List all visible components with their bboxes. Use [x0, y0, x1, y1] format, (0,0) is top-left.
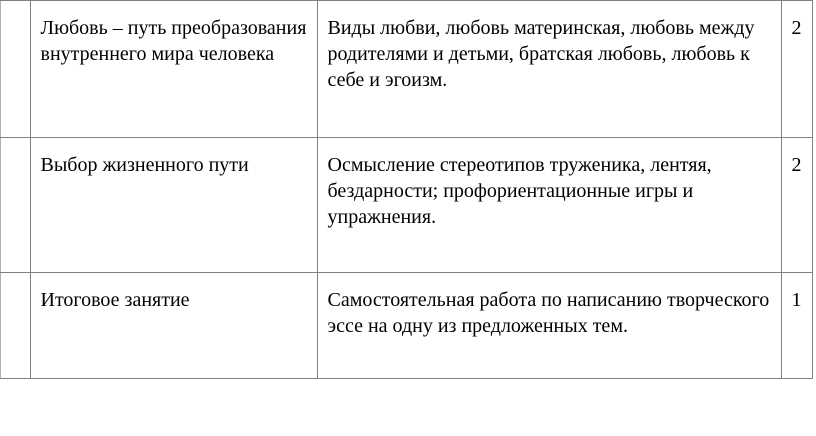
topic-cell [30, 1, 317, 138]
topic-text: Выбор жизненного пути [40, 154, 249, 176]
number-text [0, 1, 30, 15]
table-row [0, 273, 812, 379]
content-cell [317, 273, 781, 379]
table-row [0, 138, 812, 273]
content-text: Виды любви, любовь материнская, любовь между родителями и детьми, братская любовь, любовь к себе и эгоизм. [327, 17, 755, 91]
content-text: Осмысление стереотипов труженика, лентяя, бездарности; профориентационные игры и упражнения. [327, 154, 712, 228]
content-cell [317, 138, 781, 273]
number-text [0, 138, 30, 152]
hours-cell [781, 1, 812, 138]
number-cell [0, 1, 30, 138]
topic-text: Любовь – путь преобразования внутреннего мира человека [40, 17, 307, 65]
content-cell [317, 1, 781, 138]
hours-text: 2 [791, 154, 802, 176]
hours-text: 1 [791, 289, 802, 311]
hours-text: 2 [791, 17, 802, 39]
content-text: Самостоятельная работа по написанию творческого эссе на одну из предложенных тем. [327, 289, 770, 337]
topic-cell [30, 273, 317, 379]
hours-cell [781, 273, 812, 379]
topic-cell [30, 138, 317, 273]
number-cell [0, 273, 30, 379]
topic-text: Итоговое занятие [40, 289, 190, 311]
hours-cell [781, 138, 812, 273]
table-row [0, 1, 812, 138]
number-text [0, 273, 30, 287]
number-cell [0, 138, 30, 273]
